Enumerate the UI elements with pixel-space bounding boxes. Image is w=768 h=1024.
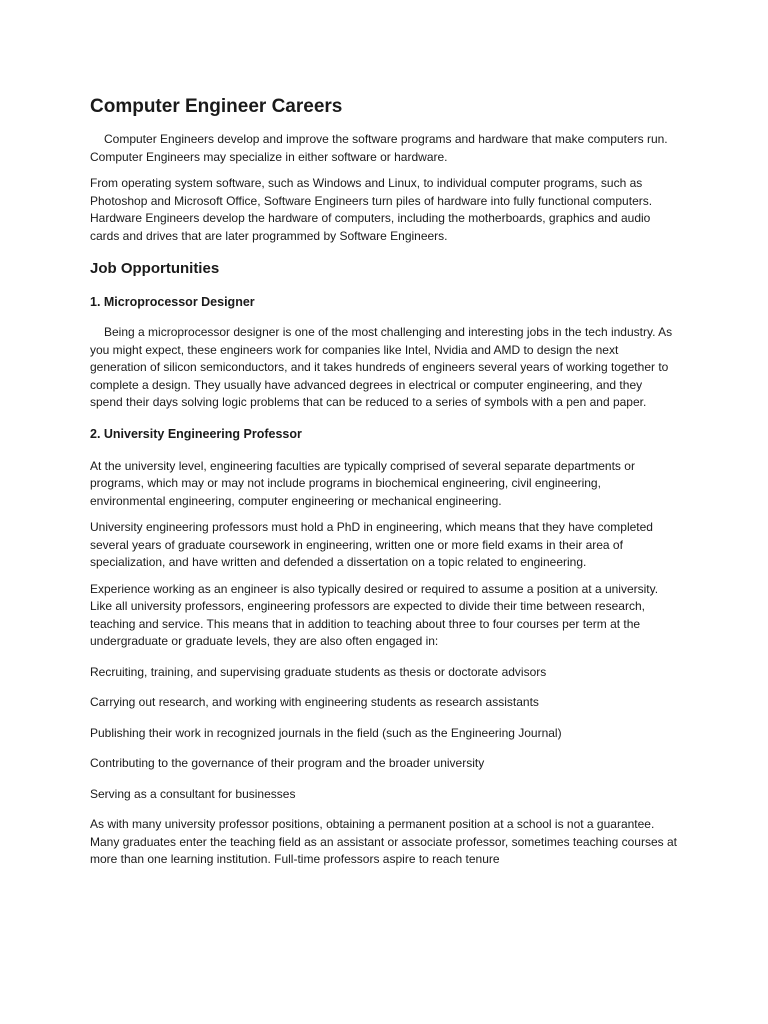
duty-item: Serving as a consultant for businesses [90, 786, 296, 801]
page-title: Computer Engineer Careers [90, 96, 343, 117]
professor-heading: 2. University Engineering Professor [90, 426, 302, 441]
intro-paragraph-2: From operating system software, such as Windows and Linux, to individual computer programs, such as Photoshop and Microsoft Office, Software Engineers turn piles of hardware into fully functional computers. Hardware Engineers develop the hardware of computers, including the motherboards, graphics and audio cards and drives that are later programmed by Software Engineers. [90, 176, 653, 243]
professor-paragraph-3: Experience working as an engineer is also typically desired or required to assume a position at a university. Like all university professors, engineering professors are expected to divide their time between research, teaching and service. This means that in addition to teaching about three to four courses per term at the undergraduate or graduate levels, they are also often engaged in: [90, 581, 659, 648]
intro-paragraph-1: Computer Engineers develop and improve the software programs and hardware that make computers run. Computer Engineers may specialize in either software or hardware. [90, 132, 668, 164]
professor-paragraph-1: At the university level, engineering faculties are typically comprised of several separate departments or programs, which may or may not include programs in biochemical engineering, civil engineering, environmental engineering, computer engineering or mechanical engineering. [90, 458, 635, 508]
professor-paragraph-4: As with many university professor positions, obtaining a permanent position at a school is not a guarantee. Many graduates enter the teaching field as an assistant or associate professor, sometimes teaching courses at more than one learning institution. Full-time professors aspire to reach tenure [90, 817, 677, 866]
professor-paragraph-2: University engineering professors must hold a PhD in engineering, which means that they have completed several years of graduate coursework in engineering, written one or more field exams in their area of specialization, and have written and defended a dissertation on a topic related to engineering. [90, 520, 653, 569]
duty-item: Contributing to the governance of their program and the broader university [90, 756, 485, 770]
duty-item: Carrying out research, and working with engineering students as research assistants [90, 695, 539, 709]
duty-item: Publishing their work in recognized journals in the field (such as the Engineering Journal) [90, 725, 562, 740]
document-body [90, 96, 678, 878]
job-opportunities-heading: Job Opportunities [90, 260, 220, 277]
duty-item: Recruiting, training, and supervising graduate students as thesis or doctorate advisors [90, 664, 547, 679]
microprocessor-designer-heading: 1. Microprocessor Designer [90, 295, 255, 309]
microprocessor-paragraph: Being a microprocessor designer is one of the most challenging and interesting jobs in the tech industry. As you might expect, these engineers work for companies like Intel, Nvidia and AMD to design the next generation of silicon semiconductors, and it takes hundreds of engineers several years of working together to complete a design. They usually have advanced degrees in electrical or computer engineering, and they spend their days solving logic problems that can be reduced to a series of symbols with a pen and paper. [90, 325, 673, 409]
